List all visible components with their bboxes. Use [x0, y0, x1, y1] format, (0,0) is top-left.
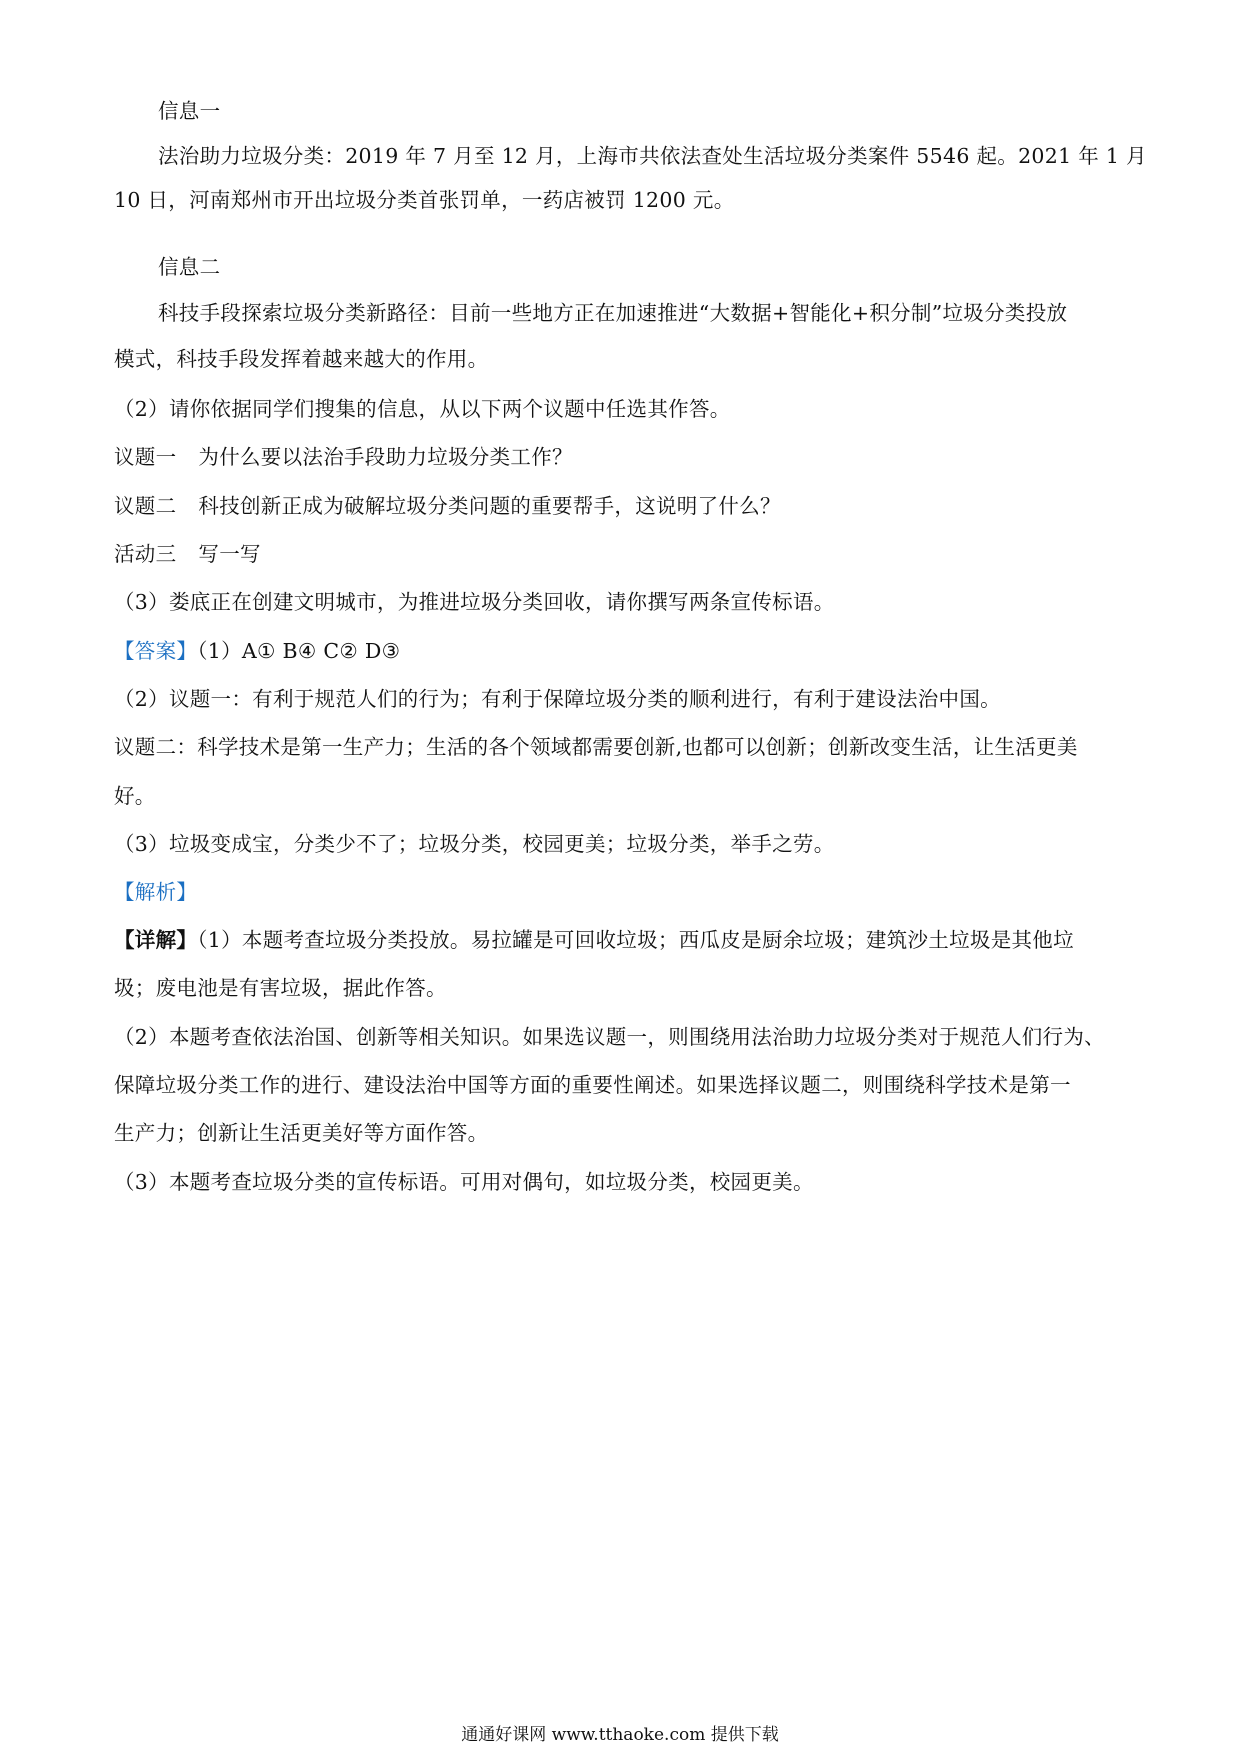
topic2-text: 科技创新正成为破解垃圾分类问题的重要帮手，这说明了什么？: [198, 494, 781, 518]
info1-heading: 信息一: [158, 99, 221, 123]
analysis-p2-line1: （2）本题考查依法治国、创新等相关知识。如果选议题一，则围绕用法治助力垃圾分类对于规范人们行为、: [114, 1025, 1105, 1049]
answer-part3: （3）垃圾变成宝，分类少不了；垃圾分类，校园更美；垃圾分类，举手之劳。: [114, 832, 835, 856]
page-footer: 通通好课网 www.tthaoke.com 提供下载: [461, 1725, 779, 1745]
answer-part2b-line2: 好。: [114, 784, 156, 808]
info2-heading: 信息二: [158, 255, 221, 279]
analysis-p1-text: （1）本题考查垃圾分类投放。易拉罐是可回收垃圾；西瓜皮是厨余垃圾；建筑沙土垃圾是其他垃: [197, 928, 1074, 952]
info2-line2: 模式，科技手段发挥着越来越大的作用。: [114, 347, 489, 371]
activity3-label: 活动三: [114, 542, 177, 566]
analysis-p1-line1: [114, 924, 1134, 956]
answer-part1-line: [114, 635, 1134, 667]
answer-part2: （2）议题一：有利于规范人们的行为；有利于保障垃圾分类的顺利进行，有利于建设法治中国。: [114, 687, 1001, 711]
topic1-label: 议题一: [114, 445, 177, 469]
analysis-tag: 【解析】: [114, 880, 198, 904]
info2-line1: 科技手段探索垃圾分类新路径：目前一些地方正在加速推进“大数据+智能化+积分制”垃圾分类投放: [158, 301, 1068, 325]
activity3: [114, 538, 1134, 570]
answer-part1: （1）A① B④ C② D③: [197, 639, 401, 663]
info1-line1: 法治助力垃圾分类：2019 年 7 月至 12 月，上海市共依法查处生活垃圾分类案件 5546 起。2021 年 1 月: [158, 144, 1147, 168]
info1-line2: 10 日，河南郑州市开出垃圾分类首张罚单，一药店被罚 1200 元。: [114, 188, 735, 212]
answer-part2b-line1: 议题二：科学技术是第一生产力；生活的各个领域都需要创新,也都可以创新；创新改变生活，让生活更美: [114, 735, 1078, 759]
activity3-title: 写一写: [198, 542, 261, 566]
topic1-text: 为什么要以法治手段助力垃圾分类工作？: [198, 445, 573, 469]
answer-tag: 【答案】: [114, 639, 198, 663]
analysis-p2-line2: 保障垃圾分类工作的进行、建设法治中国等方面的重要性阐述。如果选择议题二，则围绕科学技术是第一: [114, 1073, 1071, 1097]
topic2: [114, 490, 1134, 522]
topic2-label: 议题二: [114, 494, 177, 518]
analysis-p1-line2: 圾；废电池是有害垃圾，据此作答。: [114, 976, 447, 1000]
detail-tag: 【详解】: [114, 928, 198, 952]
analysis-p2-line3: 生产力；创新让生活更美好等方面作答。: [114, 1121, 489, 1145]
question3: （3）娄底正在创建文明城市，为推进垃圾分类回收，请你撰写两条宣传标语。: [114, 590, 835, 614]
question2-prompt: （2）请你依据同学们搜集的信息，从以下两个议题中任选其作答。: [114, 397, 731, 421]
analysis-p3: （3）本题考查垃圾分类的宣传标语。可用对偶句，如垃圾分类，校园更美。: [114, 1170, 814, 1194]
topic1: [114, 441, 1134, 473]
